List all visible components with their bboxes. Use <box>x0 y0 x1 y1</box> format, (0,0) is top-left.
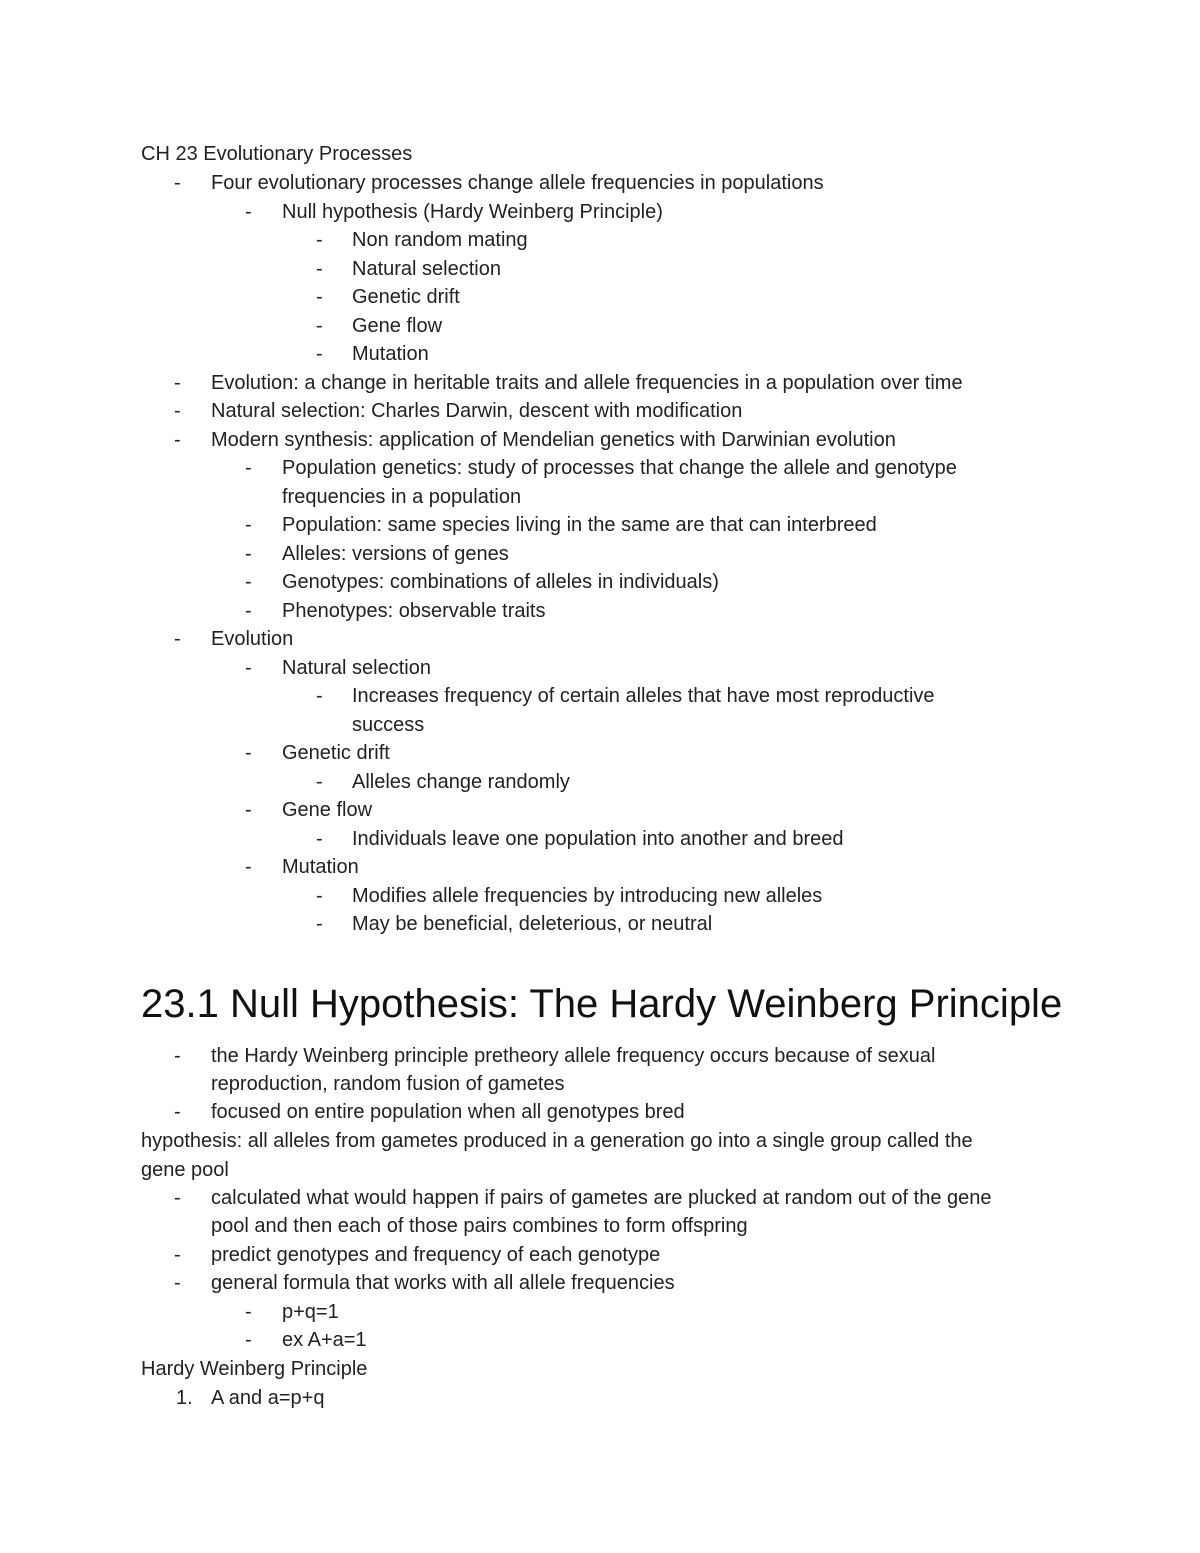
bullet-marker: - <box>316 685 323 707</box>
list-item: Population: same species living in the same are that can interbreed <box>282 514 877 536</box>
bullet-marker: - <box>245 1329 252 1351</box>
bullet-marker: - <box>245 742 252 764</box>
list-item: Null hypothesis (Hardy Weinberg Principle) <box>282 200 663 223</box>
list-item: Evolution: a change in heritable traits and allele frequencies in a population over time <box>211 371 963 394</box>
list-item: Increases frequency of certain alleles that have most reproductive <box>352 685 935 707</box>
doc-title: CH 23 Evolutionary Processes <box>141 143 413 165</box>
bullet-marker: - <box>316 827 323 850</box>
bullet-marker: - <box>174 172 181 194</box>
list-item: Phenotypes: observable traits <box>282 599 546 622</box>
list-item-continuation: frequencies in a population <box>282 485 522 508</box>
numbered-marker: 1. <box>176 1387 193 1409</box>
list-item: Genetic drift <box>352 286 460 308</box>
list-item: general formula that works with all allele frequencies <box>211 1272 675 1294</box>
bullet-marker: - <box>245 571 252 593</box>
list-item: the Hardy Weinberg principle pretheory allele frequency occurs because of sexual <box>211 1045 936 1067</box>
list-item-continuation: reproduction, random fusion of gametes <box>211 1073 565 1095</box>
list-item-continuation: success <box>352 713 425 736</box>
bullet-marker: - <box>316 314 323 337</box>
bullet-marker: - <box>245 656 252 679</box>
list-item: Natural selection <box>352 257 501 280</box>
bullet-marker: - <box>245 514 252 536</box>
list-item: Natural selection <box>282 656 431 679</box>
list-item: May be beneficial, deleterious, or neutral <box>352 913 713 935</box>
paragraph-line: hypothesis: all alleles from gametes produced in a generation go into a single group called the <box>141 1130 973 1152</box>
bullet-marker: - <box>316 343 323 365</box>
list-item: Non random mating <box>352 229 528 251</box>
list-item: Individuals leave one population into another and breed <box>352 827 844 850</box>
list-item: ex A+a=1 <box>282 1329 367 1351</box>
bullet-marker: - <box>174 1101 181 1123</box>
section-label: Hardy Weinberg Principle <box>141 1358 368 1380</box>
bullet-marker: - <box>316 770 323 793</box>
list-item-continuation: pool and then each of those pairs combines to form offspring <box>211 1215 748 1237</box>
list-item: Alleles change randomly <box>352 770 570 793</box>
list-item: Mutation <box>352 343 429 365</box>
list-item: focused on entire population when all genotypes bred <box>211 1101 685 1123</box>
list-item: Natural selection: Charles Darwin, descent with modification <box>211 400 743 422</box>
list-item: Population genetics: study of processes that change the allele and genotype <box>282 457 957 479</box>
list-item: Mutation <box>282 856 359 878</box>
bullet-marker: - <box>245 457 252 479</box>
bullet-marker: - <box>245 856 252 878</box>
list-item: predict genotypes and frequency of each genotype <box>211 1244 661 1266</box>
bullet-marker: - <box>245 200 252 223</box>
list-item: Gene flow <box>282 799 373 821</box>
bullet-marker: - <box>174 1045 181 1067</box>
bullet-marker: - <box>174 400 181 422</box>
bullet-marker: - <box>174 1187 181 1209</box>
bullet-marker: - <box>316 913 323 935</box>
list-item: Genotypes: combinations of alleles in individuals) <box>282 571 719 593</box>
list-item: Modern synthesis: application of Mendelian genetics with Darwinian evolution <box>211 428 896 451</box>
bullet-marker: - <box>174 628 181 650</box>
bullet-marker: - <box>245 1301 252 1323</box>
bullet-marker: - <box>174 1244 181 1266</box>
bullet-marker: - <box>316 884 323 907</box>
bullet-marker: - <box>245 542 252 565</box>
list-item: p+q=1 <box>282 1301 339 1323</box>
list-item: Alleles: versions of genes <box>282 542 509 565</box>
list-item: Genetic drift <box>282 742 390 764</box>
paragraph-line: gene pool <box>141 1159 229 1181</box>
bullet-marker: - <box>245 799 252 821</box>
list-item: Modifies allele frequencies by introducing new alleles <box>352 884 823 907</box>
bullet-marker: - <box>316 257 323 280</box>
bullet-marker: - <box>174 428 181 451</box>
section-heading: 23.1 Null Hypothesis: The Hardy Weinberg Principle <box>141 982 1063 1026</box>
bullet-marker: - <box>245 599 252 622</box>
list-item: Evolution <box>211 628 294 650</box>
bullet-marker: - <box>174 1272 181 1294</box>
bullet-marker: - <box>316 229 323 251</box>
list-item: Four evolutionary processes change allele frequencies in populations <box>211 172 824 194</box>
list-item: calculated what would happen if pairs of gametes are plucked at random out of the gene <box>211 1187 992 1209</box>
bullet-marker: - <box>316 286 323 308</box>
numbered-item: A and a=p+q <box>211 1387 325 1409</box>
bullet-marker: - <box>174 371 181 394</box>
list-item: Gene flow <box>352 314 443 337</box>
